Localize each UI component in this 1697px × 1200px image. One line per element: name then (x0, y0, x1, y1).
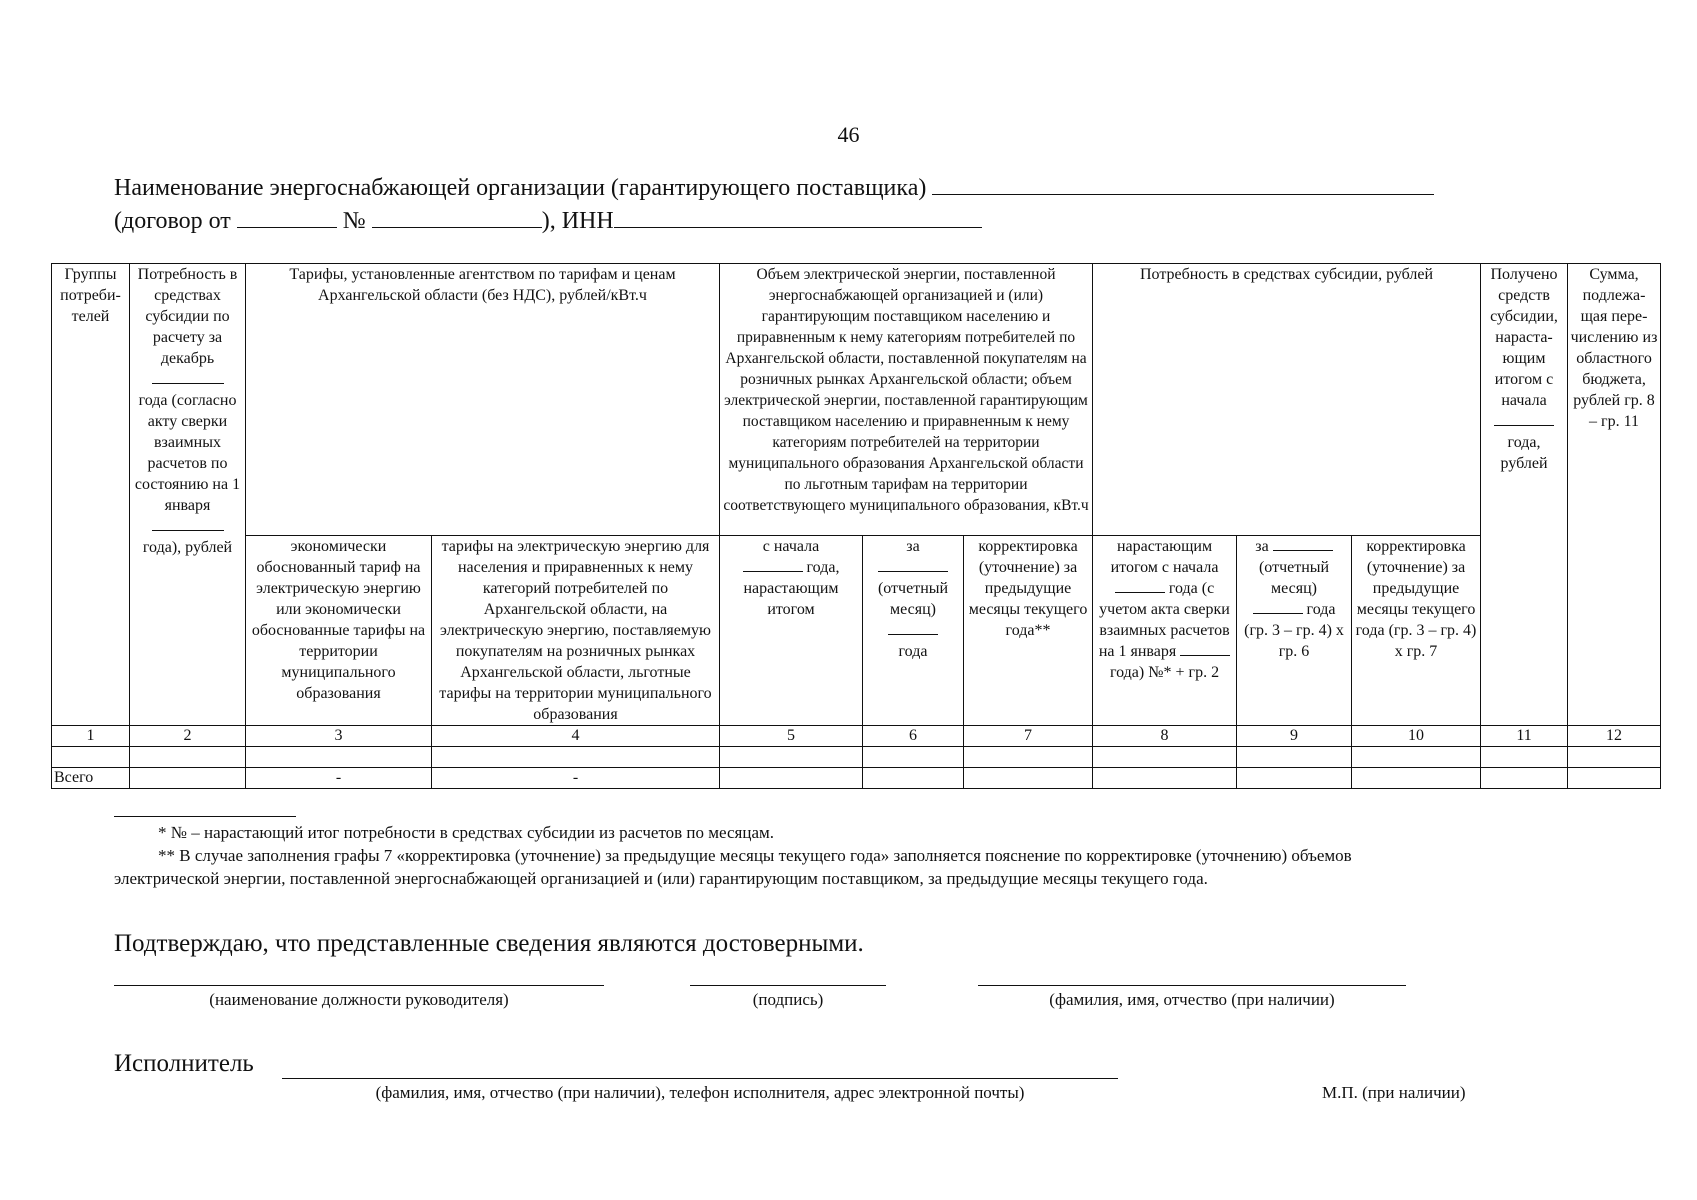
number-sign: № (342, 208, 366, 234)
footnote-2-continued: электрической энергии, поставленной энергоснабжающей организацией и (или) гарантирующим поставщиком, за предыдущие месяцы текущего года. (114, 869, 1208, 888)
col-tariffs: Тарифы, установленные агентством по тарифам и ценам Архангельской области (без НДС), рублей/кВт.ч (246, 264, 720, 536)
total-dash-tariff: - (246, 768, 432, 789)
confirmation-statement: Подтверждаю, что представленные сведения являются достоверными. (114, 930, 864, 957)
col-population-tariffs: тарифы на электрическую энергию для населения и приравненных к нему категорий потребителей по Архангельской области, на электрическую энергию, поставляемую покупателям на розничных рынках Архангельской области, льготные тарифы на территории муниципального образования (432, 536, 720, 726)
col-volume-month: за (отчетный месяц) года (863, 536, 964, 726)
inn-label: ), ИНН (541, 208, 614, 234)
footnote-2: ** В случае заполнения графы 7 «корректировка (уточнение) за предыдущие месяцы текущего года» заполняется пояснение по корректировке (уточнению) объемов (158, 846, 1352, 865)
page-number: 46 (837, 122, 860, 147)
contract-number-blank[interactable] (372, 207, 542, 228)
col-need-month: за (отчетный месяц) года (гр. 3 – гр. 4) х гр. 6 (1237, 536, 1352, 726)
footnote-divider (114, 816, 296, 817)
executor-label: Исполнитель (114, 1050, 254, 1077)
contract-line (114, 207, 982, 235)
col-energy-volume: Объем электрической энергии, поставленной энергоснабжающей организацией и (или) гарантирующим поставщиком населению и приравненным к нему категориям потребителей по Архангельской области, поставленной покупателям на розничных рынках Архангельской области; объем электрической энергии, поставленной гарантирующим поставщиком населению и приравненным к нему категориям потребителей на территории муниципального образования Архангельской области по льготным тарифам на территории соответствующего муниципального образования, кВт.ч (720, 264, 1093, 536)
stamp-placeholder: М.П. (при наличии) (1322, 1083, 1466, 1102)
executor-caption: (фамилия, имя, отчество (при наличии), телефон исполнителя, адрес электронной почты) (375, 1083, 1025, 1102)
signature-line[interactable] (690, 985, 886, 986)
total-label: Всего (52, 768, 130, 789)
contract-date-blank[interactable] (237, 207, 337, 228)
total-row[interactable] (52, 768, 1661, 789)
position-signature-line[interactable] (114, 985, 604, 986)
signature-caption: (подпись) (752, 990, 824, 1009)
organization-blank[interactable] (932, 174, 1434, 195)
subsidy-table (51, 263, 1661, 789)
executor-line[interactable] (282, 1078, 1118, 1079)
col-volume-cumulative: с начала года, нарастающим итогом (720, 536, 863, 726)
inn-blank[interactable] (614, 207, 982, 228)
col-consumer-groups: Группы потреби-телей (52, 264, 130, 726)
footnote-1: * № – нарастающий итог потребности в средствах субсидии из расчетов по месяцам. (158, 823, 775, 842)
column-numbers-row: 1 2 3 4 5 6 7 8 9 10 11 12 (52, 726, 1661, 747)
name-caption: (фамилия, имя, отчество (при наличии) (1049, 990, 1335, 1009)
col-subsidy-need: Потребность в средствах субсидии, рублей (1093, 264, 1481, 536)
position-caption: (наименование должности руководителя) (209, 990, 509, 1009)
col-volume-correction: корректировка (уточнение) за предыдущие месяцы текущего года** (964, 536, 1093, 726)
col-need-cumulative: нарастающим итогом с начала года (с учетом акта сверки взаимных расчетов на 1 января года) №* + гр. 2 (1093, 536, 1237, 726)
col-received-subsidy: Получено средств субсидии, нараста-ющим итогом с начала года, рублей (1481, 264, 1568, 726)
name-signature-line[interactable] (978, 985, 1406, 986)
col-amount-to-transfer: Сумма, подлежа-щая пере-числению из областного бюджета, рублей гр. 8 – гр. 11 (1568, 264, 1661, 726)
total-dash-population-tariff: - (432, 768, 720, 789)
table-row[interactable] (52, 747, 1661, 768)
col-economic-tariff: экономически обоснованный тариф на электрическую энергию или экономически обоснованные тарифы на территории муниципального образования (246, 536, 432, 726)
col-december-need: Потребность в средствах субсидии по расчету за декабрь года (согласно акту сверки взаимных расчетов по состоянию на 1 января года), рублей (130, 264, 246, 726)
col-need-correction: корректировка (уточнение) за предыдущие месяцы текущего года (гр. 3 – гр. 4) х гр. 7 (1352, 536, 1481, 726)
contract-prefix: (договор от (114, 208, 231, 234)
organization-line (114, 174, 1434, 202)
organization-label: Наименование энергоснабжающей организации (гарантирующего поставщика) (114, 175, 927, 201)
